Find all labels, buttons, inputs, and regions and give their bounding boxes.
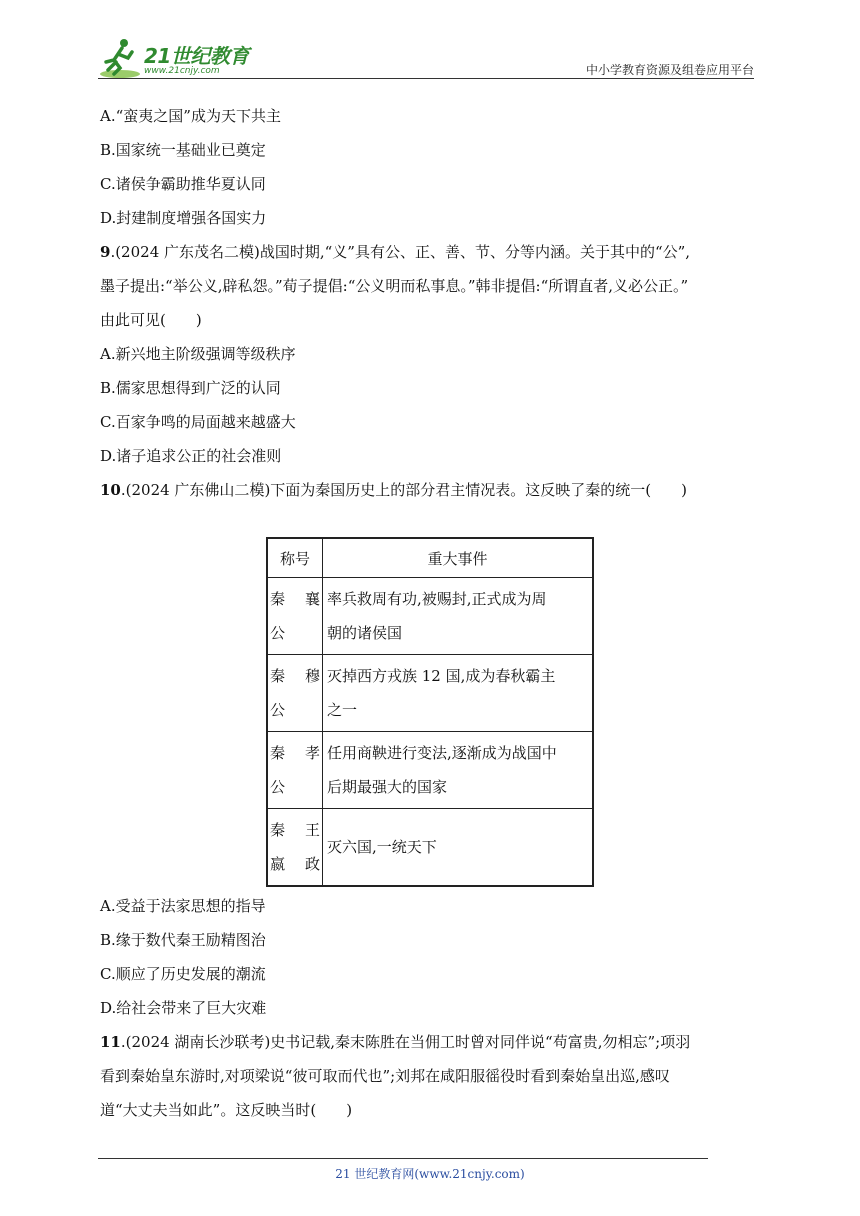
q8-option-c: C.诸侯争霸助推华夏认同 <box>100 175 266 193</box>
q10-option-a: A.受益于法家思想的指导 <box>100 897 266 915</box>
monarch-name: 秦 襄 公 <box>267 578 323 655</box>
q9-option-a: A.新兴地主阶级强调等级秩序 <box>100 345 296 363</box>
logo-text: 21世纪教育 <box>144 44 249 68</box>
q10-option-b: B.缘于数代秦王励精图治 <box>100 931 266 949</box>
monarch-event: 灭掉西方戎族 12 国,成为春秋霸主 之一 <box>323 655 594 732</box>
q9-stem-line-2: 墨子提出:“举公义,辟私怨。”荀子提倡:“公义明而私事息。”韩非提倡:“所谓直者,义必公正。” <box>100 277 689 295</box>
q11-stem-line-2: 看到秦始皇东游时,对项梁说“彼可取而代也”;刘邦在咸阳服徭役时看到秦始皇出巡,感叹 <box>100 1067 670 1085</box>
q11-stem-line-1 <box>100 1032 690 1052</box>
monarch-name: 秦 王 嬴政 <box>267 809 323 887</box>
header-title: 称号 <box>267 538 323 578</box>
header-event: 重大事件 <box>323 538 594 578</box>
table-row <box>267 655 593 732</box>
q9-stem-line-3: 由此可见( ) <box>100 311 202 329</box>
logo-url: www.21cnjy.com <box>144 66 220 76</box>
q8-option-a: A.“蛮夷之国”成为天下共主 <box>100 107 281 125</box>
table-row <box>267 578 593 655</box>
monarch-event: 灭六国,一统天下 <box>323 809 594 887</box>
q9-number: 9 <box>100 243 111 261</box>
q10-option-c: C.顺应了历史发展的潮流 <box>100 965 266 983</box>
table-row <box>267 809 593 887</box>
q10-number: 10 <box>100 481 121 499</box>
table-header-row <box>267 538 593 578</box>
monarch-event: 任用商鞅进行变法,逐渐成为战国中 后期最强大的国家 <box>323 732 594 809</box>
q10-option-d: D.给社会带来了巨大灾难 <box>100 999 267 1017</box>
q11-text: .(2024 湖南长沙联考)史书记载,秦末陈胜在当佣工时曾对同伴说“苟富贵,勿相忘”;项羽 <box>120 1033 691 1051</box>
q9-text: .(2024 广东茂名二模)战国时期,“义”具有公、正、善、节、分等内涵。关于其中的“公”, <box>110 243 691 261</box>
monarch-name: 秦 穆 公 <box>267 655 323 732</box>
q11-number: 11 <box>100 1033 121 1051</box>
q9-option-d: D.诸子追求公正的社会准则 <box>100 447 282 465</box>
monarch-event: 率兵救周有功,被赐封,正式成为周 朝的诸侯国 <box>323 578 594 655</box>
table-row <box>267 732 593 809</box>
header-divider <box>98 78 754 79</box>
q8-option-d: D.封建制度增强各国实力 <box>100 209 267 227</box>
q8-option-b: B.国家统一基础业已奠定 <box>100 141 266 159</box>
site-logo <box>98 36 268 80</box>
q10-stem <box>100 480 687 500</box>
q11-stem-line-3: 道“大丈夫当如此”。这反映当时( ) <box>100 1101 353 1119</box>
footer-divider <box>98 1158 708 1159</box>
page-header <box>98 28 754 80</box>
q9-stem-line-1 <box>100 242 690 262</box>
page-footer: 21 世纪教育网(www.21cnjy.com) <box>335 1167 525 1181</box>
q9-option-b: B.儒家思想得到广泛的认同 <box>100 379 281 397</box>
monarch-table <box>266 537 594 887</box>
monarch-name: 秦 孝 公 <box>267 732 323 809</box>
q10-text: .(2024 广东佛山二模)下面为秦国历史上的部分君主情况表。这反映了秦的统一( ) <box>120 481 687 499</box>
runner-logo-icon <box>98 36 142 80</box>
platform-name: 中小学教育资源及组卷应用平台 <box>585 63 754 77</box>
q9-option-c: C.百家争鸣的局面越来越盛大 <box>100 413 296 431</box>
